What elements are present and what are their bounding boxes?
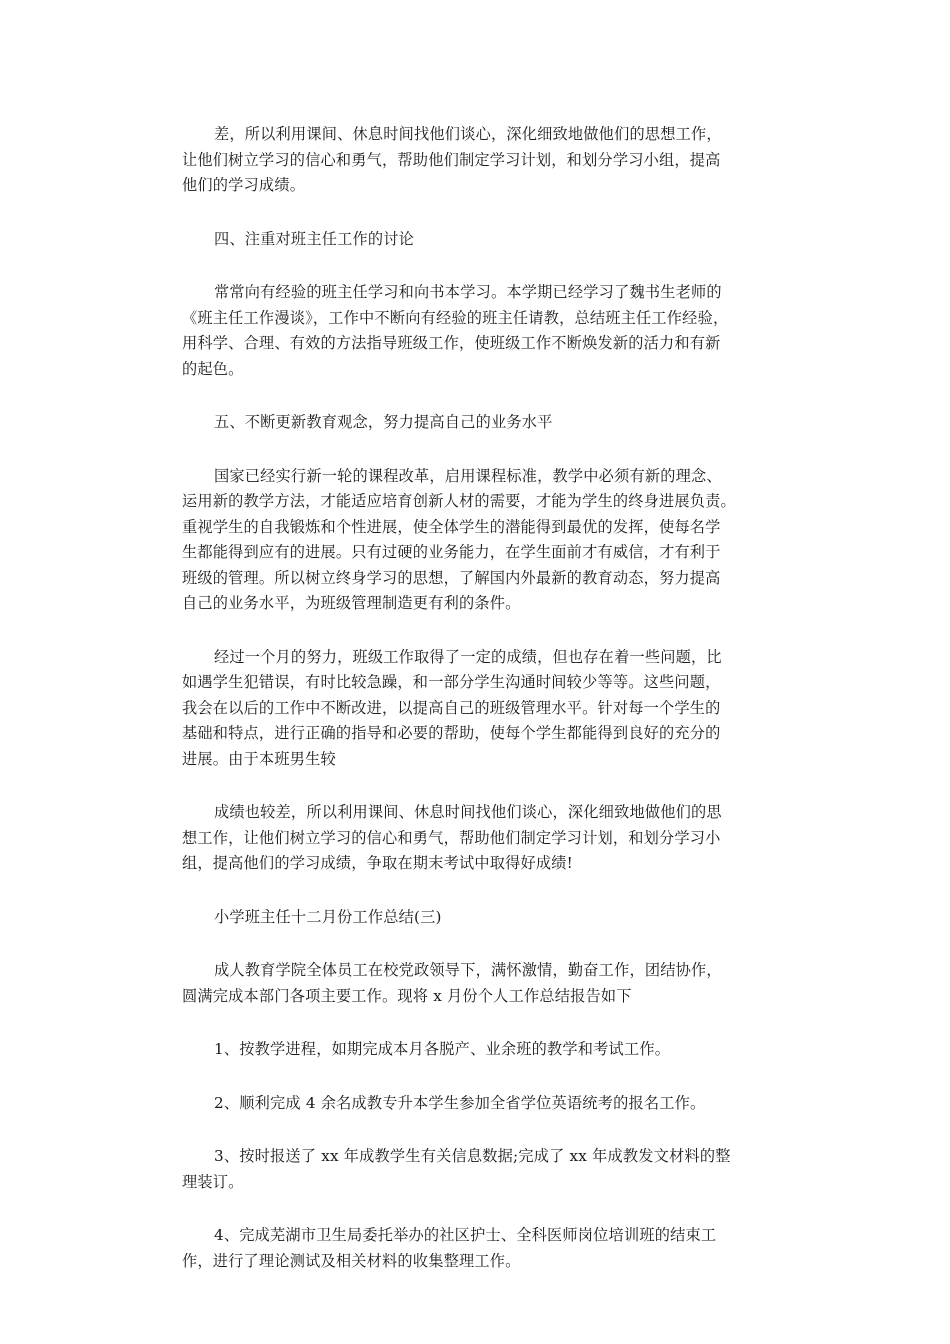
document-paragraph	[182, 800, 782, 877]
document-paragraph	[182, 280, 782, 382]
text-line: 小学班主任十二月份工作总结(三)	[214, 907, 442, 926]
text-line: 自己的业务水平，为班级管理制造更有利的条件。	[182, 594, 521, 612]
text-line: 组，提高他们的学习成绩，争取在期末考试中取得好成绩!	[182, 854, 573, 872]
text-line: 用科学、合理、有效的方法指导班级工作，使班级工作不断焕发新的活力和有新	[182, 334, 721, 352]
text-line: 想工作，让他们树立学习的信心和勇气，帮助他们制定学习计划，和划分学习小	[182, 828, 721, 847]
text-line: 《班主任工作漫谈》，工作中不断向有经验的班主任请教，总结班主任工作经验，	[182, 308, 729, 327]
document-paragraph	[182, 410, 782, 436]
text-line: 国家已经实行新一轮的课程改革，启用课程标准，教学中必须有新的理念、	[214, 466, 722, 485]
text-line: 生都能得到应有的进展。只有过硬的业务能力，在学生面前才有威信，才有利于	[182, 543, 721, 561]
text-line: 理装订。	[182, 1172, 244, 1191]
text-line: 让他们树立学习的信心和勇气，帮助他们制定学习计划，和划分学习小组，提高	[182, 150, 721, 169]
text-line: 班级的管理。所以树立终身学习的思想，了解国内外最新的教育动态，努力提高	[182, 568, 721, 587]
text-line: 他们的学习成绩。	[182, 176, 306, 194]
text-line: 成绩也较差，所以利用课间、休息时间找他们谈心，深化细致地做他们的思	[214, 803, 722, 821]
text-line: 我会在以后的工作中不断改进，以提高自己的班级管理水平。针对每一个学生的	[182, 698, 721, 717]
text-line: 作，进行了理论测试及相关材料的收集整理工作。	[182, 1251, 521, 1270]
document-paragraph	[182, 227, 782, 253]
text-line: 基础和特点，进行正确的指导和必要的帮助，使每个学生都能得到良好的充分的	[182, 724, 721, 742]
text-line: 五、不断更新教育观念，努力提高自己的业务水平	[214, 413, 553, 431]
text-line: 运用新的教学方法，才能适应培育创新人材的需要，才能为学生的终身进展负责。	[182, 492, 736, 510]
document-paragraph	[182, 1091, 782, 1117]
text-line: 进展。由于本班男生较	[182, 749, 336, 768]
text-line: 常常向有经验的班主任学习和向书本学习。本学期已经学习了魏书生老师的	[214, 283, 722, 301]
text-line: 圆满完成本部门各项主要工作。现将 x 月份个人工作总结报告如下	[182, 986, 632, 1005]
document-paragraph	[182, 464, 782, 617]
text-line: 2、顺利完成 4 余名成教专升本学生参加全省学位英语统考的报名工作。	[214, 1093, 706, 1112]
text-line: 四、注重对班主任工作的讨论	[214, 229, 415, 248]
text-line: 的起色。	[182, 359, 244, 378]
text-line: 经过一个月的努力，班级工作取得了一定的成绩，但也存在着一些问题，比	[214, 647, 722, 666]
document-paragraph	[182, 1223, 782, 1274]
document-page	[182, 122, 782, 1302]
text-line: 4、完成芜湖市卫生局委托举办的社区护士、全科医师岗位培训班的结束工	[214, 1226, 717, 1244]
text-line: 3、按时报送了 xx 年成教学生有关信息数据;完成了 xx 年成教发文材料的整	[214, 1147, 731, 1165]
document-paragraph	[182, 905, 782, 931]
document-paragraph	[182, 1037, 782, 1063]
document-paragraph	[182, 958, 782, 1009]
text-line: 1、按教学进程，如期完成本月各脱产、业余班的教学和考试工作。	[214, 1040, 671, 1058]
text-line: 重视学生的自我锻炼和个性进展，使全体学生的潜能得到最优的发挥，使每名学	[182, 517, 721, 536]
text-line: 成人教育学院全体员工在校党政领导下，满怀激情，勤奋工作，团结协作，	[214, 961, 722, 979]
text-line: 差，所以利用课间、休息时间找他们谈心，深化细致地做他们的思想工作，	[214, 125, 722, 143]
document-paragraph	[182, 122, 782, 199]
text-line: 如遇学生犯错误，有时比较急躁，和一部分学生沟通时间较少等等。这些问题，	[182, 673, 721, 691]
document-paragraph	[182, 645, 782, 773]
document-paragraph	[182, 1144, 782, 1195]
